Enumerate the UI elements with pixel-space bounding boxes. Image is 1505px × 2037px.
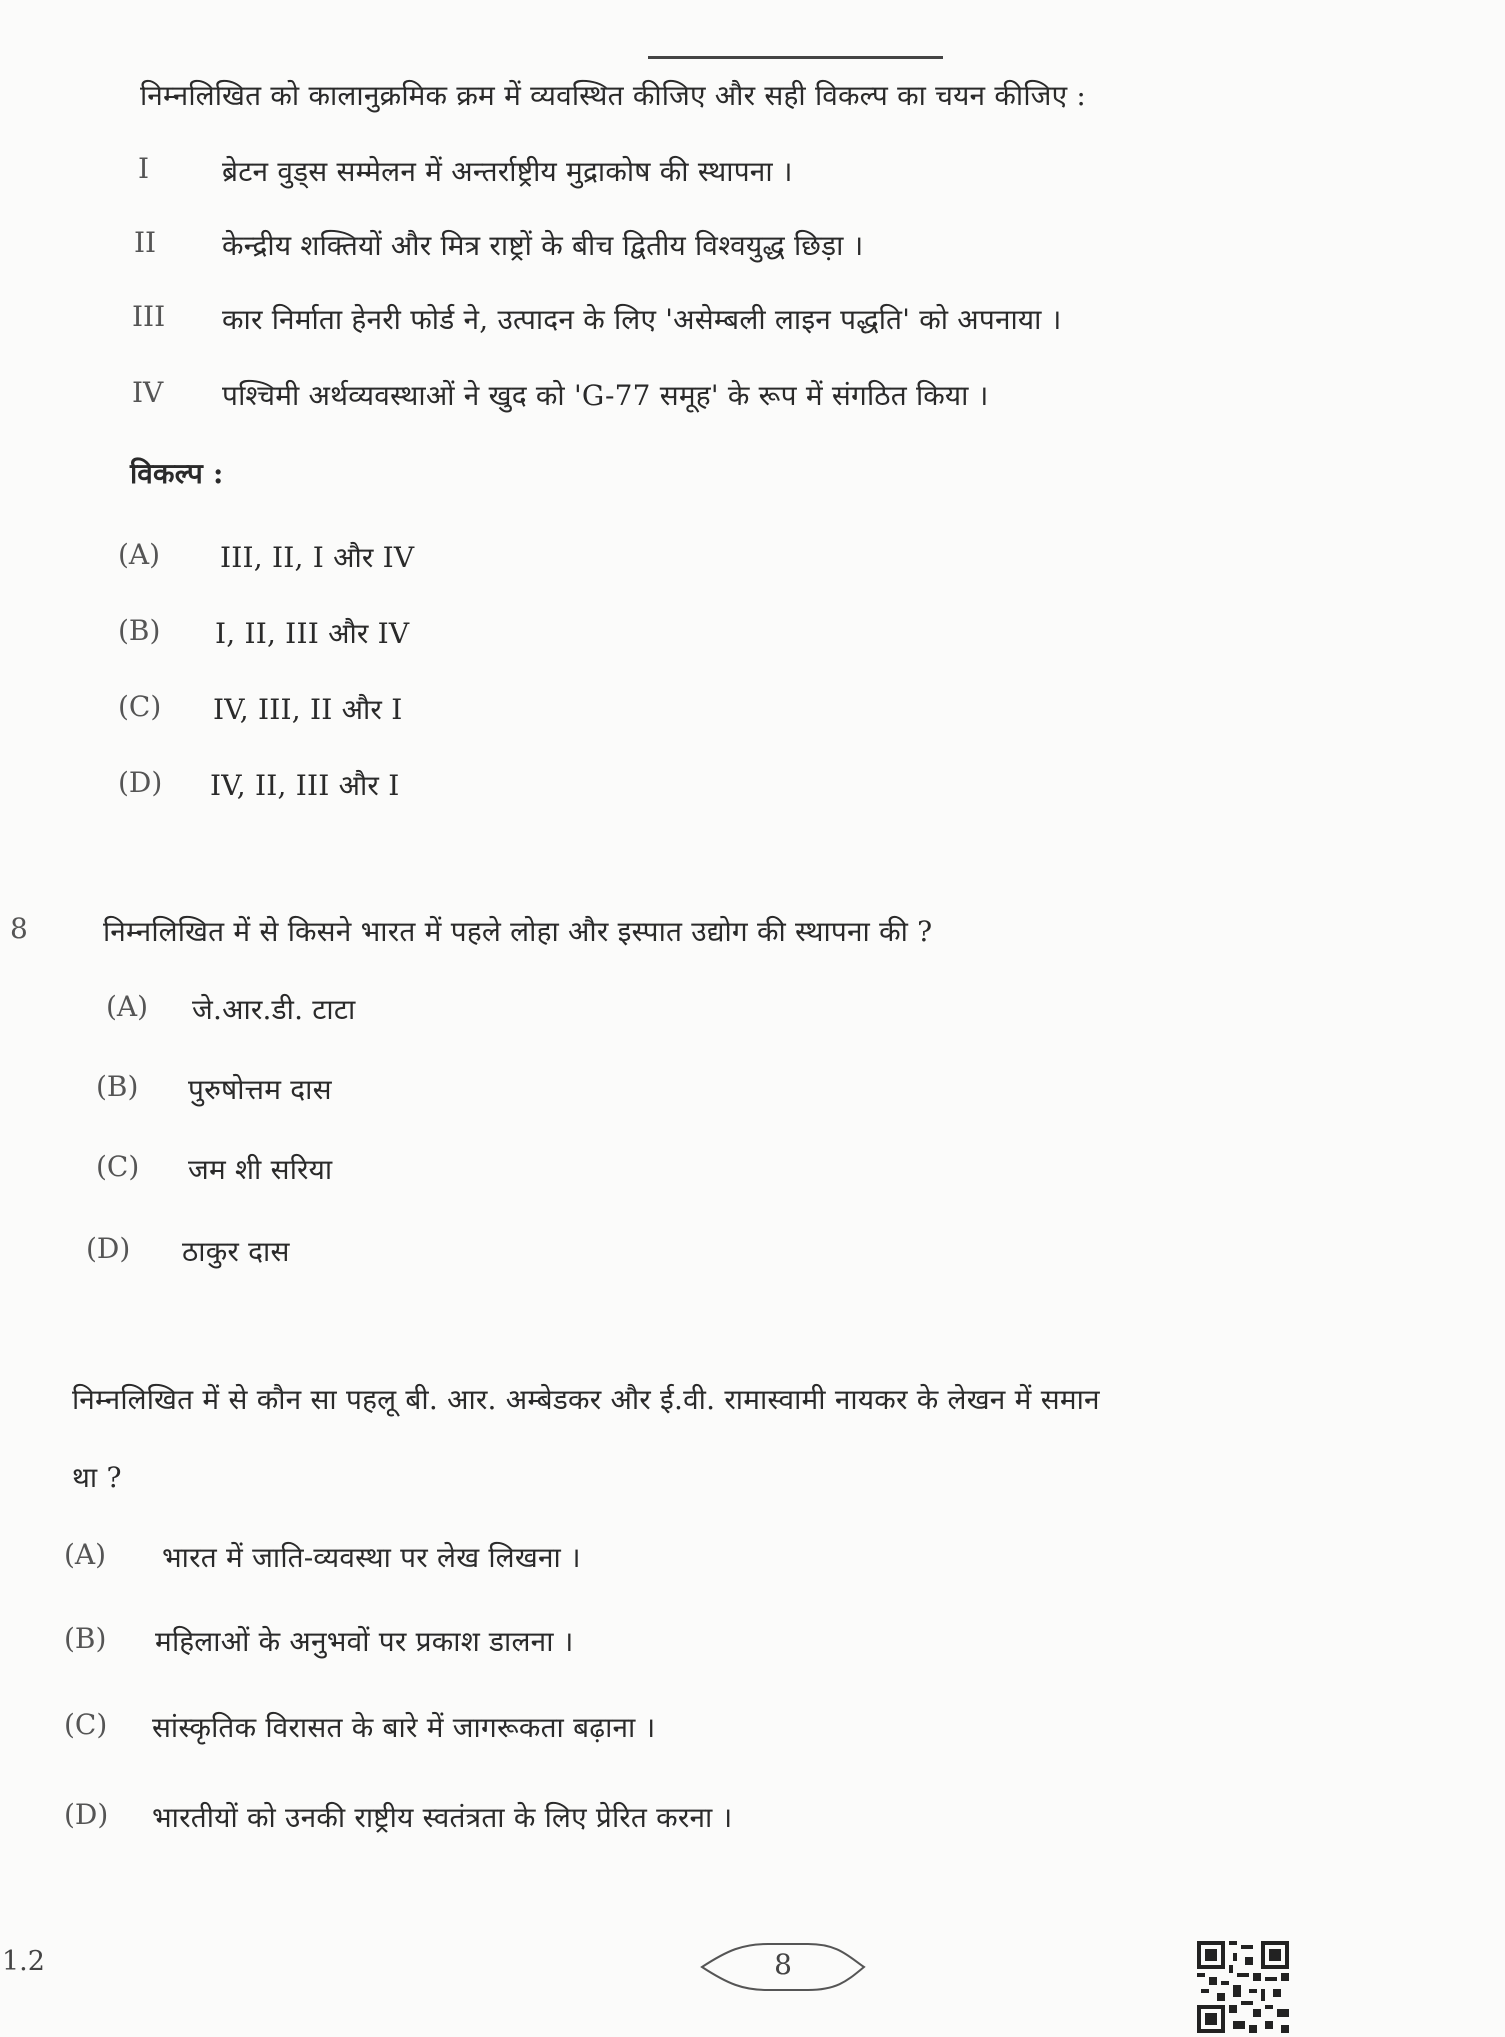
option-label: (D) <box>86 1232 131 1265</box>
option-text: III, II, I और IV <box>220 541 415 574</box>
statement-number: III <box>132 300 166 333</box>
question-b-number: 8 <box>10 912 28 945</box>
option-text: जम शी सरिया <box>188 1153 333 1186</box>
option-label: (B) <box>96 1070 139 1103</box>
options-label: विकल्प : <box>130 457 224 490</box>
statement-text: पश्चिमी अर्थव्यवस्थाओं ने खुद को 'G-77 समूह' के रूप में संगठित किया । <box>222 379 989 412</box>
option-label: (A) <box>118 538 161 571</box>
option-text: IV, II, III और I <box>210 769 400 802</box>
top-rule <box>648 56 943 59</box>
option-text: भारत में जाति-व्यवस्था पर लेख लिखना । <box>162 1541 581 1574</box>
option-label: (B) <box>118 614 161 647</box>
option-text: सांस्कृतिक विरासत के बारे में जागरूकता बढ़ाना । <box>152 1711 656 1744</box>
question-b-stem: निम्नलिखित में से किसने भारत में पहले लोहा और इस्पात उद्योग की स्थापना की ? <box>103 915 933 948</box>
option-text: ठाकुर दास <box>182 1235 290 1268</box>
paper-code: 1.2 <box>2 1946 45 1977</box>
question-a-stem: निम्नलिखित को कालानुक्रमिक क्रम में व्यवस्थित कीजिए और सही विकल्प का चयन कीजिए : <box>140 79 1087 112</box>
option-label: (A) <box>64 1538 107 1571</box>
option-text: I, II, III और IV <box>215 617 410 650</box>
question-c-stem-line2: था ? <box>72 1461 122 1494</box>
option-label: (D) <box>118 766 163 799</box>
option-text: भारतीयों को उनकी राष्ट्रीय स्वतंत्रता के लिए प्रेरित करना । <box>152 1801 733 1834</box>
option-text: महिलाओं के अनुभवों पर प्रकाश डालना । <box>155 1625 574 1658</box>
option-text: जे.आर.डी. टाटा <box>192 993 356 1026</box>
statement-text: केन्द्रीय शक्तियों और मित्र राष्ट्रों के बीच द्वितीय विश्वयुद्ध छिड़ा । <box>222 229 864 262</box>
option-label: (C) <box>64 1708 108 1741</box>
option-label: (D) <box>64 1798 109 1831</box>
page-number-badge <box>698 1938 868 1996</box>
option-text: IV, III, II और I <box>213 693 403 726</box>
option-text: पुरुषोत्तम दास <box>188 1073 332 1106</box>
statement-text: कार निर्माता हेनरी फोर्ड ने, उत्पादन के लिए 'असेम्बली लाइन पद्धति' को अपनाया । <box>222 303 1062 336</box>
question-c-stem-line1: निम्नलिखित में से कौन सा पहलू बी. आर. अम्बेडकर और ई.वी. रामास्वामी नायकर के लेखन में समान <box>72 1383 1100 1416</box>
option-label: (C) <box>96 1150 140 1183</box>
statement-text: ब्रेटन वुड्स सम्मेलन में अन्तर्राष्ट्रीय मुद्राकोष की स्थापना । <box>222 155 793 188</box>
statement-number: II <box>134 226 157 259</box>
statement-number: I <box>138 152 150 185</box>
statement-number: IV <box>132 376 164 409</box>
option-label: (C) <box>118 690 162 723</box>
qr-code-icon <box>1197 1941 1289 2033</box>
option-label: (A) <box>106 990 149 1023</box>
option-label: (B) <box>64 1622 107 1655</box>
page-number: 8 <box>774 1948 792 1981</box>
